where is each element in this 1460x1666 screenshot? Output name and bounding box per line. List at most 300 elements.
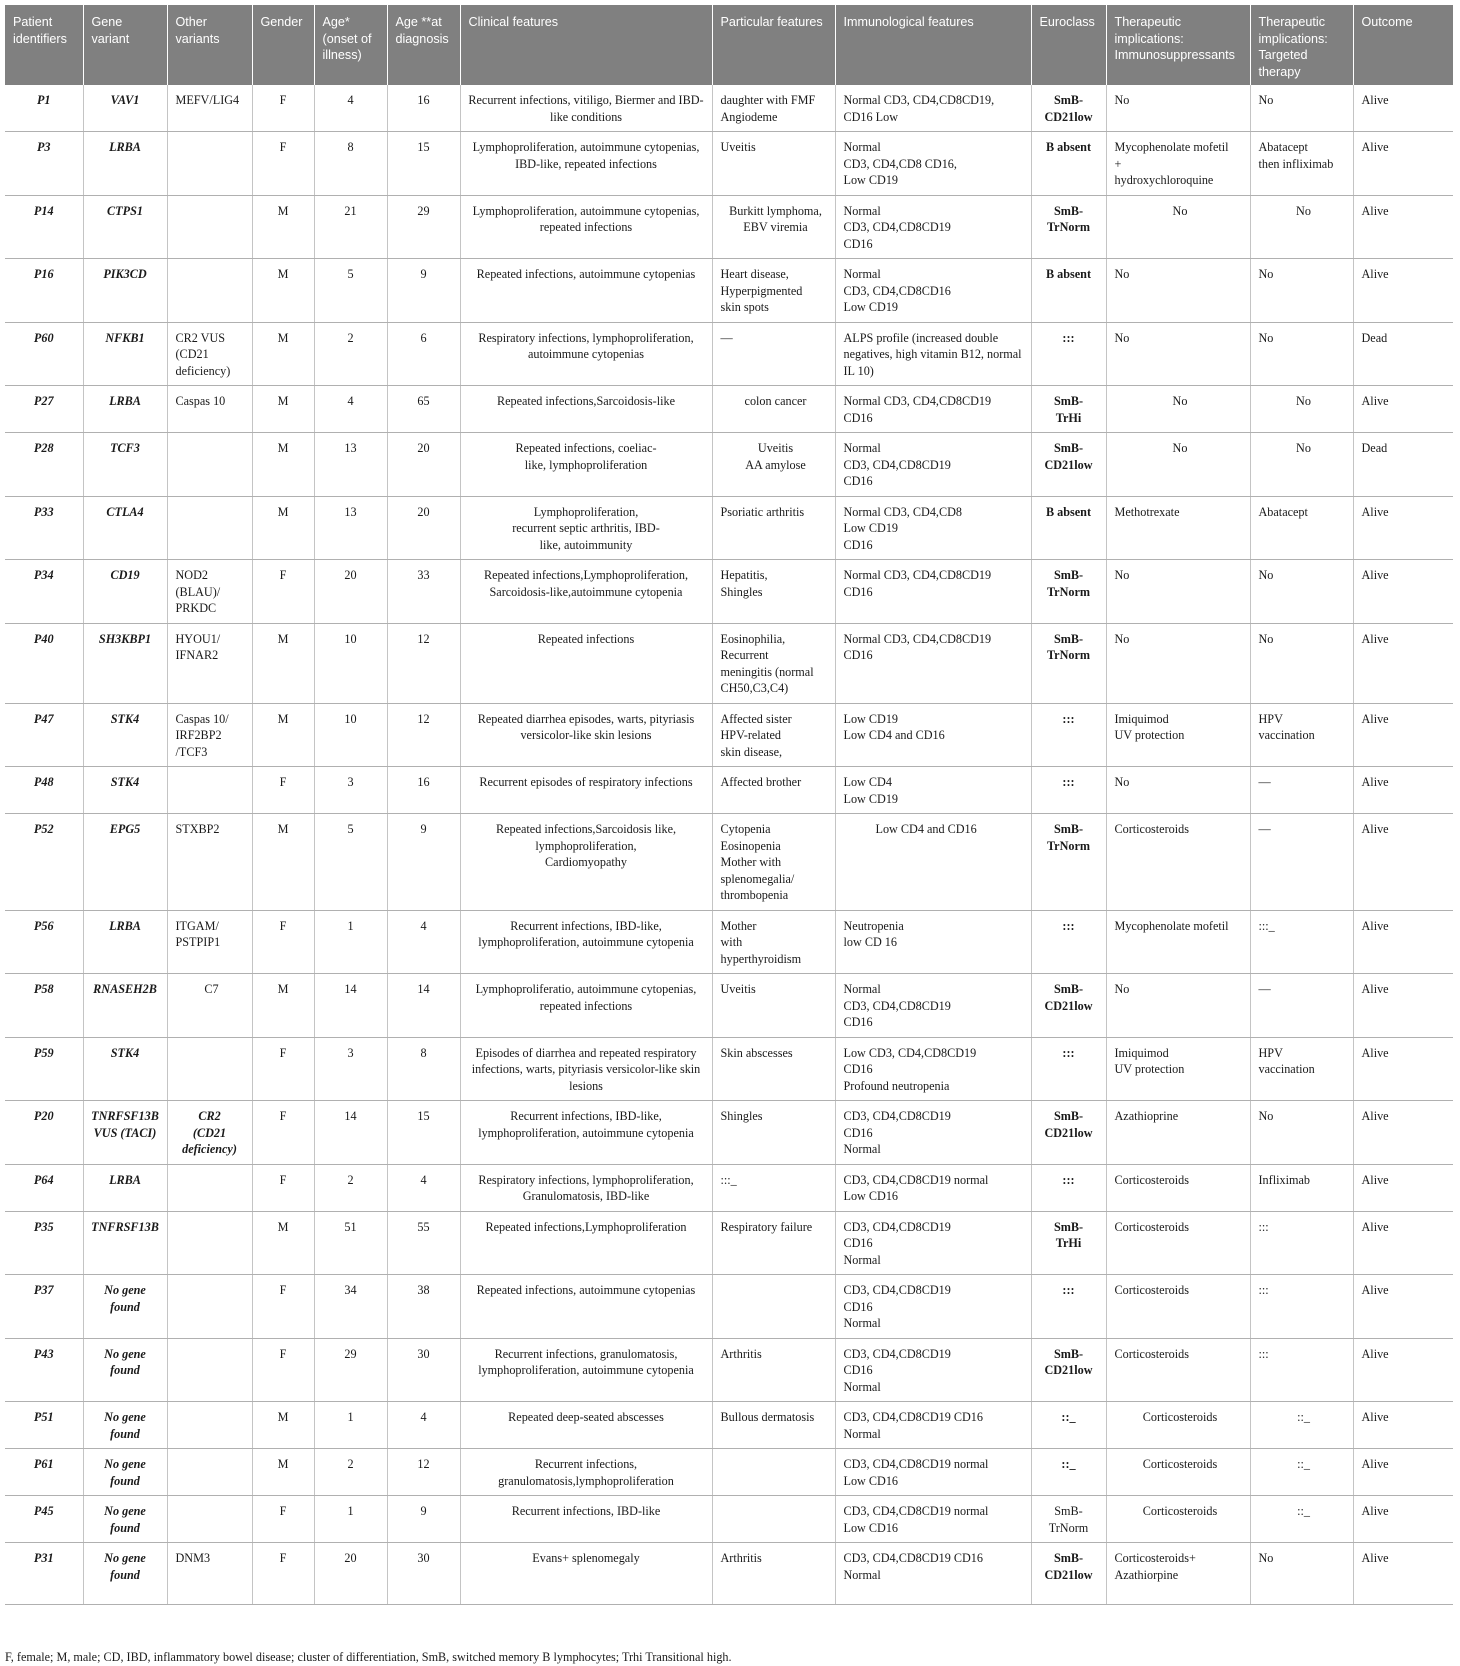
targeted-therapy-text: No xyxy=(1296,203,1311,218)
outcome-text: Alive xyxy=(1361,1410,1389,1424)
patient-id-cell xyxy=(5,259,83,323)
targeted-therapy-cell xyxy=(1250,1543,1353,1605)
age-diagnosis-cell xyxy=(387,623,460,703)
clinical-features-text: Lymphoproliferation, autoimmune cytopenias, IBD-like, repeated infections xyxy=(472,140,700,171)
clinical-features-cell xyxy=(460,1449,712,1496)
outcome-cell xyxy=(1353,322,1453,386)
immunological-features-cell xyxy=(835,1496,1031,1543)
gender-cell xyxy=(252,767,314,814)
table-row xyxy=(5,1496,1453,1543)
outcome-cell xyxy=(1353,1275,1453,1339)
euroclass-cell xyxy=(1031,259,1106,323)
particular-features-cell xyxy=(712,386,835,433)
gene-variant-text: CD19 xyxy=(110,568,140,582)
gene-variant-text: RNASEH2B xyxy=(93,982,157,996)
patient-id-cell xyxy=(5,814,83,911)
patient-id-text: P51 xyxy=(33,1410,54,1424)
gender-text: M xyxy=(277,330,289,345)
patient-id-text: P48 xyxy=(33,775,54,789)
outcome-text: Alive xyxy=(1361,711,1389,726)
targeted-therapy-cell xyxy=(1250,1402,1353,1449)
particular-features-text: Hepatitis, Shingles xyxy=(720,568,768,599)
particular-features-cell xyxy=(712,1449,835,1496)
patient-id-cell xyxy=(5,1543,83,1605)
immunosuppressants-text: Corticosteroids xyxy=(1114,1172,1189,1187)
euroclass-cell xyxy=(1031,1543,1106,1605)
immunosuppressants-text: No xyxy=(1114,775,1130,789)
gene-variant-text: No gene found xyxy=(104,1551,146,1582)
particular-features-cell xyxy=(712,560,835,624)
gene-variant-cell xyxy=(83,974,167,1038)
particular-features-cell xyxy=(712,1275,835,1339)
targeted-therapy-cell xyxy=(1250,1101,1353,1165)
particular-features-cell xyxy=(712,132,835,196)
immunosuppressants-cell xyxy=(1106,132,1250,196)
other-variants-cell xyxy=(167,1164,252,1211)
immunosuppressants-cell xyxy=(1106,974,1250,1038)
particular-features-cell xyxy=(712,814,835,911)
gender-cell xyxy=(252,703,314,767)
age-diagnosis-text: 20 xyxy=(417,504,430,519)
immunosuppressants-cell xyxy=(1106,1496,1250,1543)
outcome-cell xyxy=(1353,814,1453,911)
age-onset-cell xyxy=(314,1449,387,1496)
gene-variant-text: VAV1 xyxy=(110,93,140,107)
immunological-features-cell xyxy=(835,259,1031,323)
immunosuppressants-text: No xyxy=(1114,568,1130,582)
other-variants-cell xyxy=(167,1211,252,1275)
euroclass-text: ::: xyxy=(1062,1283,1075,1297)
immunological-features-cell xyxy=(835,1101,1031,1165)
outcome-cell xyxy=(1353,85,1453,132)
patients-table xyxy=(5,5,1453,1605)
other-variants-cell xyxy=(167,974,252,1038)
age-onset-cell xyxy=(314,496,387,560)
age-onset-text: 21 xyxy=(344,203,357,218)
other-variants-cell xyxy=(167,1101,252,1165)
age-onset-cell xyxy=(314,974,387,1038)
other-variants-text: Caspas 10 xyxy=(175,394,226,408)
targeted-therapy-text: No xyxy=(1258,330,1274,345)
immunological-features-text: CD3, CD4,CD8CD19 normal Low CD16 xyxy=(843,1457,989,1488)
gender-text: F xyxy=(279,1346,287,1361)
gene-variant-cell xyxy=(83,1402,167,1449)
immunosuppressants-text: No xyxy=(1172,394,1188,408)
particular-features-cell xyxy=(712,85,835,132)
gene-variant-text: TNRFSF13B VUS (TACI) xyxy=(91,1109,159,1140)
clinical-features-text: Repeated infections, autoimmune cytopenias xyxy=(476,1283,696,1297)
age-onset-cell xyxy=(314,623,387,703)
age-diagnosis-cell xyxy=(387,259,460,323)
clinical-features-text: Recurrent infections, IBD-like, lymphoproliferation, autoimmune cytopenia xyxy=(478,1109,694,1140)
immunosuppressants-cell xyxy=(1106,85,1250,132)
targeted-therapy-text: :::_ xyxy=(1258,918,1275,933)
outcome-cell xyxy=(1353,767,1453,814)
outcome-cell xyxy=(1353,1164,1453,1211)
age-diagnosis-text: 33 xyxy=(417,568,430,582)
targeted-therapy-cell xyxy=(1250,1449,1353,1496)
table-row xyxy=(5,703,1453,767)
age-onset-cell xyxy=(314,814,387,911)
euroclass-text: SmB- TrNorm xyxy=(1048,1504,1089,1535)
gender-text: F xyxy=(279,1283,287,1297)
gene-variant-cell xyxy=(83,386,167,433)
gender-cell xyxy=(252,1037,314,1101)
patient-id-text: P59 xyxy=(33,1045,54,1060)
gene-variant-cell xyxy=(83,1211,167,1275)
clinical-features-cell xyxy=(460,386,712,433)
gender-cell xyxy=(252,1164,314,1211)
immunological-features-text: Normal CD3, CD4,CD8CD19 CD16 xyxy=(843,394,992,425)
clinical-features-text: Repeated infections xyxy=(537,631,635,646)
patient-id-text: P45 xyxy=(33,1504,54,1518)
age-diagnosis-text: 15 xyxy=(417,140,430,154)
gene-variant-text: No gene found xyxy=(104,1504,146,1535)
immunosuppressants-cell xyxy=(1106,1164,1250,1211)
particular-features-text: daughter with FMF Angiodeme xyxy=(720,93,816,124)
euroclass-cell xyxy=(1031,910,1106,974)
header-other-variants: Other variants xyxy=(167,5,252,85)
immunological-features-cell xyxy=(835,560,1031,624)
euroclass-cell xyxy=(1031,1449,1106,1496)
age-onset-text: 4 xyxy=(347,93,354,107)
targeted-therapy-cell xyxy=(1250,623,1353,703)
patient-id-text: P64 xyxy=(33,1172,54,1187)
age-diagnosis-cell xyxy=(387,910,460,974)
euroclass-text: SmB- TrHi xyxy=(1053,394,1084,425)
targeted-therapy-text: ::: xyxy=(1258,1219,1269,1234)
immunological-features-text: Low CD4 and CD16 xyxy=(875,822,977,836)
patient-id-cell xyxy=(5,85,83,132)
gender-cell xyxy=(252,1275,314,1339)
targeted-therapy-cell xyxy=(1250,259,1353,323)
clinical-features-cell xyxy=(460,703,712,767)
patient-id-text: P16 xyxy=(33,267,54,281)
immunosuppressants-cell xyxy=(1106,703,1250,767)
gene-variant-cell xyxy=(83,1101,167,1165)
gene-variant-cell xyxy=(83,1543,167,1605)
outcome-text: Alive xyxy=(1361,1219,1389,1234)
targeted-therapy-cell xyxy=(1250,814,1353,911)
immunological-features-cell xyxy=(835,910,1031,974)
euroclass-cell xyxy=(1031,814,1106,911)
clinical-features-cell xyxy=(460,1402,712,1449)
targeted-therapy-cell xyxy=(1250,132,1353,196)
particular-features-text: Arthritis xyxy=(720,1551,762,1565)
outcome-cell xyxy=(1353,1037,1453,1101)
clinical-features-text: Lymphoproliferatio, autoimmune cytopenias, repeated infections xyxy=(475,982,697,1013)
gender-cell xyxy=(252,195,314,259)
gene-variant-cell xyxy=(83,1037,167,1101)
immunosuppressants-cell xyxy=(1106,910,1250,974)
gender-text: M xyxy=(277,1219,289,1234)
outcome-text: Dead xyxy=(1361,441,1388,455)
immunological-features-cell xyxy=(835,132,1031,196)
outcome-cell xyxy=(1353,1449,1453,1496)
targeted-therapy-cell xyxy=(1250,1037,1353,1101)
table-row xyxy=(5,1101,1453,1165)
gene-variant-text: TCF3 xyxy=(110,441,140,455)
age-diagnosis-cell xyxy=(387,1449,460,1496)
gene-variant-cell xyxy=(83,1338,167,1402)
immunological-features-text: Normal CD3, CD4,CD8 CD16, Low CD19 xyxy=(843,140,957,187)
patient-id-text: P33 xyxy=(33,504,54,519)
gender-cell xyxy=(252,1101,314,1165)
age-onset-text: 1 xyxy=(347,1504,354,1518)
patient-id-cell xyxy=(5,623,83,703)
gene-variant-cell xyxy=(83,433,167,497)
euroclass-text: SmB- TrNorm xyxy=(1046,203,1091,234)
table-row xyxy=(5,974,1453,1038)
table-row xyxy=(5,1275,1453,1339)
patient-id-text: P40 xyxy=(33,631,54,646)
age-diagnosis-cell xyxy=(387,496,460,560)
age-onset-text: 4 xyxy=(347,394,354,408)
table-row xyxy=(5,496,1453,560)
immunological-features-cell xyxy=(835,1338,1031,1402)
targeted-therapy-text: No xyxy=(1296,394,1311,408)
targeted-therapy-text: No xyxy=(1258,568,1274,582)
immunosuppressants-cell xyxy=(1106,195,1250,259)
immunosuppressants-text: Imiquimod UV protection xyxy=(1114,711,1185,742)
gene-variant-cell xyxy=(83,910,167,974)
age-onset-cell xyxy=(314,1164,387,1211)
age-onset-text: 1 xyxy=(347,918,354,933)
gene-variant-text: No gene found xyxy=(104,1283,146,1314)
particular-features-text: Uveitis xyxy=(720,140,756,154)
outcome-text: Alive xyxy=(1361,1283,1389,1297)
gender-text: F xyxy=(279,1172,287,1187)
clinical-features-text: Respiratory infections, lymphoproliferation, autoimmune cytopenias xyxy=(478,330,694,361)
immunosuppressants-cell xyxy=(1106,1101,1250,1165)
header-age-diagnosis: Age **at diagnosis xyxy=(387,5,460,85)
targeted-therapy-text: ::_ xyxy=(1297,1457,1310,1471)
gene-variant-text: STK4 xyxy=(110,711,140,726)
patient-id-cell xyxy=(5,1496,83,1543)
patient-id-cell xyxy=(5,322,83,386)
gender-cell xyxy=(252,623,314,703)
particular-features-text: Uveitis AA amylose xyxy=(745,441,806,472)
patient-id-cell xyxy=(5,386,83,433)
immunological-features-text: Normal CD3, CD4,CD8 Low CD19 CD16 xyxy=(843,504,962,552)
immunological-features-cell xyxy=(835,814,1031,911)
header-row xyxy=(5,5,1453,85)
immunosuppressants-cell xyxy=(1106,814,1250,911)
clinical-features-cell xyxy=(460,1101,712,1165)
immunosuppressants-text: Azathioprine xyxy=(1114,1109,1179,1123)
clinical-features-cell xyxy=(460,974,712,1038)
particular-features-cell xyxy=(712,910,835,974)
outcome-cell xyxy=(1353,1338,1453,1402)
gender-cell xyxy=(252,910,314,974)
patient-id-text: P14 xyxy=(33,203,54,218)
gene-variant-text: No gene found xyxy=(104,1457,146,1488)
immunological-features-cell xyxy=(835,496,1031,560)
particular-features-text: Shingles xyxy=(720,1109,763,1123)
outcome-cell xyxy=(1353,496,1453,560)
outcome-text: Alive xyxy=(1361,631,1389,646)
gender-text: F xyxy=(279,1551,287,1565)
euroclass-cell xyxy=(1031,322,1106,386)
patient-id-cell xyxy=(5,560,83,624)
immunosuppressants-text: No xyxy=(1114,330,1130,345)
particular-features-cell xyxy=(712,259,835,323)
particular-features-cell xyxy=(712,1338,835,1402)
patient-id-text: P37 xyxy=(33,1283,54,1297)
gender-text: F xyxy=(279,1109,287,1123)
gene-variant-text: SH3KBP1 xyxy=(98,631,152,646)
age-diagnosis-text: 30 xyxy=(417,1346,430,1361)
targeted-therapy-text: HPV vaccination xyxy=(1258,1045,1315,1076)
patient-id-text: P52 xyxy=(33,822,54,836)
particular-features-cell xyxy=(712,974,835,1038)
age-diagnosis-text: 9 xyxy=(420,267,427,281)
patient-id-text: P34 xyxy=(33,568,54,582)
other-variants-cell xyxy=(167,386,252,433)
gene-variant-cell xyxy=(83,560,167,624)
euroclass-text: ::: xyxy=(1062,918,1075,933)
other-variants-cell xyxy=(167,195,252,259)
particular-features-text: Heart disease, Hyperpigmented skin spots xyxy=(720,267,803,314)
targeted-therapy-text: — xyxy=(1258,982,1271,996)
particular-features-text: Affected sister HPV-related skin disease, xyxy=(720,711,792,759)
particular-features-text: — xyxy=(720,330,733,345)
age-onset-text: 5 xyxy=(347,267,354,281)
outcome-text: Alive xyxy=(1361,822,1389,836)
outcome-text: Alive xyxy=(1361,203,1389,218)
particular-features-text: Uveitis xyxy=(720,982,756,996)
gender-cell xyxy=(252,259,314,323)
euroclass-cell xyxy=(1031,1037,1106,1101)
age-onset-cell xyxy=(314,1338,387,1402)
outcome-cell xyxy=(1353,560,1453,624)
header-outcome: Outcome xyxy=(1353,5,1453,85)
immunosuppressants-cell xyxy=(1106,322,1250,386)
targeted-therapy-cell xyxy=(1250,496,1353,560)
patient-id-cell xyxy=(5,433,83,497)
clinical-features-text: Recurrent infections, IBD-like xyxy=(511,1504,661,1518)
gender-cell xyxy=(252,433,314,497)
other-variants-cell xyxy=(167,1338,252,1402)
header-gender: Gender xyxy=(252,5,314,85)
age-diagnosis-text: 12 xyxy=(417,631,430,646)
gender-text: M xyxy=(277,1457,289,1471)
immunosuppressants-text: Mycophenolate mofetil xyxy=(1114,918,1229,933)
outcome-cell xyxy=(1353,1543,1453,1605)
euroclass-text: SmB- CD21low xyxy=(1044,441,1093,472)
patient-id-cell xyxy=(5,1338,83,1402)
immunological-features-text: Normal CD3, CD4,CD8CD19 CD16 xyxy=(843,441,951,488)
patient-id-cell xyxy=(5,1275,83,1339)
euroclass-cell xyxy=(1031,974,1106,1038)
immunosuppressants-cell xyxy=(1106,496,1250,560)
table-row xyxy=(5,1037,1453,1101)
clinical-features-text: Repeated diarrhea episodes, warts, pityriasis versicolor-like skin lesions xyxy=(477,711,695,742)
gender-cell xyxy=(252,560,314,624)
immunological-features-text: CD3, CD4,CD8CD19 CD16 Normal xyxy=(843,1410,983,1441)
targeted-therapy-cell xyxy=(1250,910,1353,974)
particular-features-cell xyxy=(712,1496,835,1543)
age-onset-text: 2 xyxy=(347,1457,354,1471)
header-gene-variant: Gene variant xyxy=(83,5,167,85)
immunological-features-text: Normal CD3, CD4,CD8CD19 CD16 xyxy=(843,568,992,599)
outcome-cell xyxy=(1353,1402,1453,1449)
clinical-features-cell xyxy=(460,433,712,497)
immunological-features-cell xyxy=(835,767,1031,814)
immunological-features-cell xyxy=(835,1449,1031,1496)
particular-features-cell xyxy=(712,195,835,259)
particular-features-cell xyxy=(712,433,835,497)
age-diagnosis-cell xyxy=(387,767,460,814)
other-variants-cell xyxy=(167,1496,252,1543)
immunosuppressants-text: Methotrexate xyxy=(1114,504,1180,519)
table-row xyxy=(5,1402,1453,1449)
gene-variant-cell xyxy=(83,1496,167,1543)
immunosuppressants-text: Corticosteroids xyxy=(1114,822,1189,836)
gender-text: M xyxy=(277,267,289,281)
gene-variant-text: TNFRSF13B xyxy=(91,1219,159,1234)
other-variants-text: STXBP2 xyxy=(175,822,220,836)
age-onset-cell xyxy=(314,1275,387,1339)
clinical-features-cell xyxy=(460,560,712,624)
age-diagnosis-text: 12 xyxy=(417,1457,430,1471)
immunological-features-text: Low CD4 Low CD19 xyxy=(843,775,899,806)
particular-features-text: Eosinophilia, Recurrent meningitis (normal CH50,C3,C4) xyxy=(720,631,814,695)
age-diagnosis-text: 14 xyxy=(417,982,430,996)
targeted-therapy-cell xyxy=(1250,1496,1353,1543)
table-row xyxy=(5,259,1453,323)
other-variants-cell xyxy=(167,1037,252,1101)
gene-variant-cell xyxy=(83,132,167,196)
particular-features-cell xyxy=(712,1402,835,1449)
age-diagnosis-text: 16 xyxy=(417,775,430,789)
immunological-features-text: Neutropenia low CD 16 xyxy=(843,918,904,949)
outcome-text: Alive xyxy=(1361,267,1389,281)
targeted-therapy-text: ::: xyxy=(1258,1283,1269,1297)
immunological-features-cell xyxy=(835,1543,1031,1605)
table-row xyxy=(5,386,1453,433)
euroclass-cell xyxy=(1031,1338,1106,1402)
patient-id-text: P28 xyxy=(33,441,54,455)
targeted-therapy-text: Infliximab xyxy=(1258,1172,1310,1187)
header-particular-features: Particular features xyxy=(712,5,835,85)
age-onset-text: 51 xyxy=(344,1219,357,1234)
outcome-cell xyxy=(1353,433,1453,497)
patient-id-text: P27 xyxy=(33,394,54,408)
gender-text: M xyxy=(277,441,289,455)
particular-features-text: Affected brother xyxy=(720,775,802,789)
outcome-cell xyxy=(1353,910,1453,974)
table-body xyxy=(5,85,1453,1605)
patient-id-text: P56 xyxy=(33,918,54,933)
euroclass-text: SmB- TrNorm xyxy=(1046,822,1091,853)
footnote: F, female; M, male; CD, IBD, inflammatory bowel disease; cluster of differentiation, SmB, switched memory B lymphocytes; Trhi Transitional high. xyxy=(5,1650,732,1664)
age-onset-cell xyxy=(314,910,387,974)
outcome-text: Alive xyxy=(1361,1457,1389,1471)
table-container xyxy=(5,5,1453,1605)
other-variants-cell xyxy=(167,496,252,560)
immunological-features-cell xyxy=(835,322,1031,386)
outcome-cell xyxy=(1353,386,1453,433)
patient-id-cell xyxy=(5,1164,83,1211)
gene-variant-cell xyxy=(83,814,167,911)
clinical-features-text: Respiratory infections, lymphoproliferation, Granulomatosis, IBD-like xyxy=(478,1172,694,1203)
age-onset-text: 13 xyxy=(344,441,357,455)
age-onset-text: 8 xyxy=(347,140,354,154)
patient-id-text: P1 xyxy=(36,93,51,107)
age-diagnosis-text: 20 xyxy=(417,441,430,455)
gene-variant-text: LRBA xyxy=(109,140,141,154)
